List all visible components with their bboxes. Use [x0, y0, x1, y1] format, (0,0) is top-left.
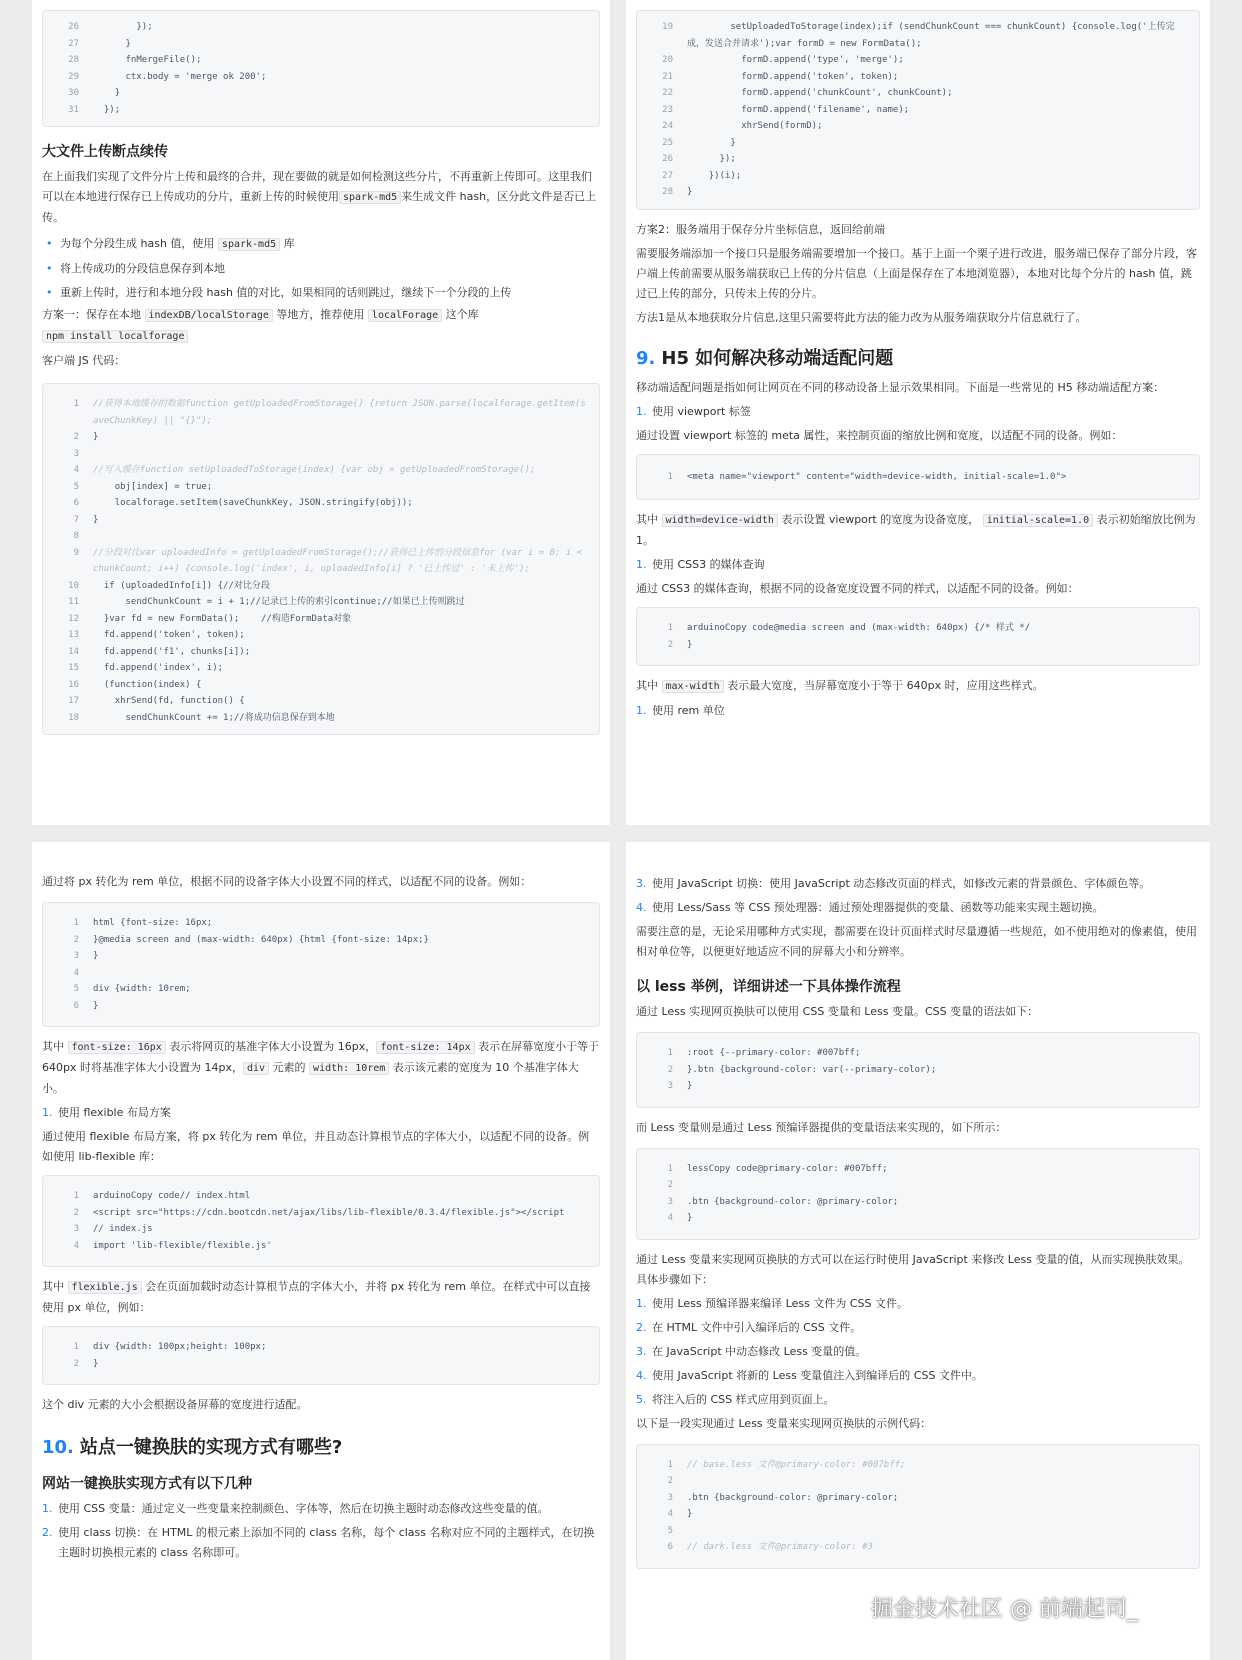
code-line: [647, 69, 1189, 86]
code-text: sendChunkCount = i + 1;//记录已上传的索引continue;//如果已上传则跳过: [93, 597, 465, 607]
code-line: [53, 627, 589, 644]
line-number: 3: [667, 1081, 673, 1091]
code-line: [647, 52, 1189, 69]
line-number: 1: [667, 1459, 673, 1470]
bullet-icon: •: [46, 286, 53, 299]
code-line: [53, 644, 589, 661]
code-line: [53, 52, 589, 69]
line-number: 2: [73, 934, 79, 945]
line-number: 1: [73, 1191, 79, 1201]
code-line: [53, 1356, 589, 1373]
line-number: 4: [73, 465, 79, 475]
list-item: 1. 使用 viewport 标签: [636, 404, 751, 418]
code-text: html {font-size: 16px;: [93, 918, 213, 928]
code-text: ctx.body = 'merge ok 200';: [93, 71, 267, 82]
line-number: 14: [68, 646, 79, 657]
code-text: }: [687, 1509, 693, 1519]
code-line: [53, 660, 589, 677]
code-block-div-size: [42, 1326, 600, 1385]
code-line: [53, 512, 589, 529]
line-number: 1: [667, 471, 673, 482]
code-line: [53, 710, 589, 727]
paragraph-mobile-intro: 移动端适配问题是指如何让网页在不同的移动设备上显示效果相同。下面是一些常见的 H5 移动端适配方案：: [636, 380, 1165, 394]
watermark: 掘金技术社区 @ 前端起司_: [871, 1597, 1138, 1622]
code-line: [647, 637, 1189, 654]
paragraph-div-note: 这个 div 元素的大小会根据设备屏幕的宽度进行适配。: [42, 1398, 308, 1411]
line-number: 2: [667, 1476, 673, 1486]
code-text: formD.append('filename', name);: [687, 104, 910, 115]
paragraph-font-size-explain: 其中 font-size: 16px 表示将网页的基准字体大小设置为 16px， font-size: 14px 表示在屏幕宽度小于等于 640px 时将基准字体大小设置为 14px， div 元素的 width: 10rem 表示该元素的宽度为 10 个基准字体大小。: [42, 1040, 600, 1095]
paragraph-viewport-explain: 其中 width=device-width 表示设置 viewport 的宽度为设备宽度， initial-scale=1.0 表示初始缩放比例为 1。: [636, 513, 1196, 547]
code-text: }: [93, 38, 131, 49]
bullet-icon: •: [46, 262, 53, 275]
line-number: 1: [667, 623, 673, 633]
list-item: • 为每个分段生成 hash 值，使用 spark-md5 库: [42, 232, 600, 257]
paragraph-media-desc: 通过 CSS3 的媒体查询，根据不同的设备宽度设置不同的样式，以适配不同的设备。例如：: [636, 582, 1079, 595]
line-number: 4: [73, 967, 79, 978]
code-line: [53, 396, 589, 429]
code-line: [53, 1339, 589, 1356]
code-line: [647, 1506, 1189, 1523]
code-block-flexible: [42, 1175, 600, 1267]
code-line: [647, 151, 1189, 168]
line-number: 12: [68, 613, 79, 624]
code-line: [53, 446, 589, 463]
line-number: 24: [662, 121, 673, 131]
code-text: div {width: 10rem;: [93, 984, 191, 994]
code-line: [647, 168, 1189, 185]
line-number: 25: [662, 137, 673, 148]
bullet-icon: •: [46, 237, 53, 250]
line-number: 23: [662, 104, 673, 115]
code-line: [647, 1457, 1189, 1474]
client-code-label: 客户端 JS 代码：: [42, 354, 126, 367]
code-line: [647, 102, 1189, 119]
code-line: [647, 1045, 1189, 1062]
code-text: .btn {background-color: @primary-color;: [687, 1492, 899, 1503]
code-text: obj[index] = true;: [93, 481, 213, 492]
list-item: 1. 使用 rem 单位: [636, 704, 725, 717]
code-line: [53, 102, 589, 119]
line-number: 27: [68, 38, 79, 49]
page-top-right: [626, 0, 1210, 825]
line-number: 1: [667, 1163, 673, 1174]
paragraph-viewport-desc: 通过设置 viewport 标签的 meta 属性，来控制页面的缩放比例和宽度，以适配不同的设备。例如：: [636, 428, 1123, 442]
code-block-client-js: [42, 383, 600, 735]
code-text: }: [687, 187, 693, 197]
line-number: 11: [68, 597, 79, 607]
paragraph-plan-two-desc: 需要服务端添加一个接口只是服务端需要增加一个接口。基于上面一个栗子进行改进，服务端已保存了部分片段，客户端上传前需要从服务端获取已上传的分片信息（上面是保存在了本地浏览器），本地对比每个分片的 hash 值，跳过已上传的部分，只传未上传的分片。: [636, 246, 1197, 300]
code-text: formD.append('token', token);: [687, 71, 899, 82]
paragraph-plan-two-note: 方法1是从本地获取分片信息,这里只需要将此方法的能力改为从服务端获取分片信息就行了。: [636, 310, 1087, 324]
line-number: 20: [662, 55, 673, 65]
code-line: [647, 469, 1189, 486]
code-line: [53, 998, 589, 1015]
list-item: 1. 使用 Less 预编译器来编译 Less 文件为 CSS 文件。: [636, 1296, 908, 1310]
line-number: 26: [662, 154, 673, 164]
code-line: [647, 118, 1189, 135]
code-line: [53, 948, 589, 965]
line-number: 2: [73, 1358, 79, 1369]
code-block-merge-request: [636, 10, 1200, 210]
line-number: 6: [73, 498, 79, 508]
code-line: [647, 1177, 1189, 1194]
code-block-less-variable: [636, 1148, 1200, 1240]
line-number: 6: [667, 1542, 673, 1552]
list-item: 2. 使用 class 切换：在 HTML 的根元素上添加不同的 class 名称，每个 class 名称对应不同的主题样式，在切换主题时切换根元素的 class 名称即可。: [42, 1526, 595, 1559]
line-number: 15: [68, 663, 79, 673]
code-text: // dark.less 文件@primary-color: #3: [687, 1542, 873, 1552]
line-number: 18: [68, 712, 79, 723]
paragraph-max-width-explain: 其中 max-width 表示最大宽度，当屏幕宽度小于等于 640px 时，应用这些样式。: [636, 679, 1044, 692]
line-number: 31: [68, 104, 79, 115]
paragraph-less-intro: 通过 Less 实现网页换肤可以使用 CSS 变量和 Less 变量。CSS 变量的语法如下：: [636, 1005, 1039, 1018]
code-text: import 'lib-flexible/flexible.js': [93, 1240, 272, 1251]
line-number: 3: [667, 1196, 673, 1207]
code-text: }: [93, 432, 99, 442]
code-line: [647, 1210, 1189, 1227]
subheading-theme-methods: 网站一键换肤实现方式有以下几种: [42, 1476, 252, 1492]
section-heading-resume-upload: 大文件上传断点续传: [42, 144, 168, 160]
paragraph-flexible-desc: 通过使用 flexible 布局方案，将 px 转化为 rem 单位，并且动态计算根节点的字体大小，以适配不同的设备。例如使用 lib-flexible 库：: [42, 1130, 590, 1163]
line-number: 28: [68, 55, 79, 65]
line-number: 21: [662, 71, 673, 82]
code-block-merge-end: [42, 10, 600, 127]
line-number: 27: [662, 170, 673, 181]
line-number: 16: [68, 679, 79, 690]
line-number: 28: [662, 187, 673, 197]
code-line: [53, 528, 589, 545]
line-number: 3: [667, 1492, 673, 1503]
code-text: }: [93, 514, 99, 525]
code-line: [53, 19, 589, 36]
line-number: 4: [667, 1509, 673, 1519]
code-line: [647, 1194, 1189, 1211]
code-text: }: [687, 639, 693, 650]
line-number: 2: [667, 1180, 673, 1190]
code-line: [53, 594, 589, 611]
line-number: 3: [73, 1224, 79, 1234]
code-text: }: [93, 1000, 99, 1011]
section-heading-mobile-adapt: 9. H5 如何解决移动端适配问题: [636, 347, 894, 369]
code-text: fd.append('f1', chunks[i]);: [93, 646, 251, 657]
code-line: [53, 915, 589, 932]
list-item: • 重新上传时，进行和本地分段 hash 值的对比，如果相同的话则跳过，继续下一个分段的上传: [42, 281, 600, 305]
line-number: 22: [662, 88, 673, 98]
paragraph-rem-desc: 通过将 px 转化为 rem 单位，根据不同的设备字体大小设置不同的样式，以适配不同的设备。例如：: [42, 875, 532, 888]
code-line: [647, 1161, 1189, 1178]
code-text: fd.append('token', token);: [93, 630, 245, 640]
code-text: })(i);: [687, 170, 742, 181]
code-text: // base.less 文件@primary-color: #007bff;: [687, 1459, 906, 1470]
paragraph-less-var-desc: 而 Less 变量则是通过 Less 预编译器提供的变量语法来实现的，如下所示：: [636, 1120, 1007, 1134]
code-block-rem: [42, 902, 600, 1027]
code-line: [53, 1238, 589, 1255]
code-text: if (uploadedInfo[i]) {//对比分段: [93, 580, 270, 591]
code-text: });: [93, 104, 121, 115]
code-text: });: [93, 22, 153, 32]
code-text: }: [93, 951, 99, 961]
code-line: [53, 495, 589, 512]
code-text: div {width: 100px;height: 100px;: [93, 1342, 267, 1352]
list-item: 3. 在 JavaScript 中动态修改 Less 变量的值。: [636, 1344, 867, 1358]
code-text: arduinoCopy code// index.html: [93, 1191, 251, 1201]
paragraph-plan-one: 方案一：保存在本地 indexDB/localStorage 等地方，推荐使用 localForage 这个库 npm install localforage: [42, 308, 479, 342]
code-text: });: [687, 154, 736, 164]
code-text: }var fd = new FormData(); //构造FormData对象: [93, 613, 352, 624]
code-text: //分段对比var uploadedInfo = getUploadedFromStorage();//获得已上传的分段信息for (var i = 0; i < chunkCount; i++) {console.log('index', i, uploadedInfo[i] ? '已上传过' : '未上传');: [93, 547, 588, 574]
code-text: //获得本地缓存的数据function getUploadedFromStorage() {return JSON.parse(localforage.getItem(saveChunkKey) || "{}");: [93, 399, 586, 426]
code-text: formD.append('type', 'merge');: [687, 55, 904, 65]
list-item: 3. 使用 JavaScript 切换：使用 JavaScript 动态修改页面的样式，如修改元素的背景颜色、字体颜色等。: [636, 877, 1151, 890]
line-number: 2: [73, 432, 79, 442]
line-number: 26: [68, 22, 79, 32]
section-heading-less-example: 以 less 举例，详细讲述一下具体操作流程: [636, 979, 901, 995]
code-block-media-query: [636, 607, 1200, 666]
code-line: [53, 479, 589, 496]
line-number: 17: [68, 696, 79, 706]
code-text: <meta name="viewport" content="width=device-width, initial-scale=1.0">: [687, 471, 1067, 482]
section-heading-theme-switch: 10. 站点一键换肤的实现方式有哪些?: [42, 1437, 343, 1458]
list-item: 2. 在 HTML 文件中引入编译后的 CSS 文件。: [636, 1320, 862, 1334]
line-number: 3: [73, 951, 79, 961]
code-line: [647, 1473, 1189, 1490]
line-number: 9: [73, 547, 79, 558]
line-number: 2: [73, 1207, 79, 1218]
line-number: 29: [68, 71, 79, 82]
code-line: [53, 85, 589, 102]
code-line: [53, 677, 589, 694]
code-text: setUploadedToStorage(index);if (sendChunkCount === chunkCount) {console.log('上传完成，发送合并请求');var formD = new FormData();: [687, 22, 1175, 49]
code-block-css-variable: [636, 1032, 1200, 1108]
code-line: [53, 693, 589, 710]
paragraph-plan-two: 方案2：服务端用于保存分片坐标信息，返回给前端: [636, 222, 885, 236]
line-number: 8: [73, 531, 79, 541]
list-item: 1. 使用 CSS 变量：通过定义一些变量来控制颜色、字体等，然后在切换主题时动态修改这些变量的值。: [42, 1502, 549, 1515]
page-bottom-right: [626, 842, 1210, 1660]
code-line: [53, 36, 589, 53]
code-text: (function(index) {: [93, 679, 202, 690]
code-line: [647, 1078, 1189, 1095]
line-number: 1: [73, 918, 79, 928]
code-line: [53, 1188, 589, 1205]
code-line: [53, 462, 589, 479]
code-line: [647, 19, 1189, 52]
code-line: [53, 1221, 589, 1238]
line-number: 30: [68, 88, 79, 98]
code-line: [53, 545, 589, 578]
code-text: }@media screen and (max-width: 640px) {html {font-size: 14px;}: [93, 934, 429, 945]
list-item: 1. 使用 flexible 布局方案: [42, 1106, 171, 1119]
list-item: 1. 使用 CSS3 的媒体查询: [636, 558, 765, 571]
page-bottom-left: [32, 842, 610, 1660]
code-line: [647, 135, 1189, 152]
line-number: 4: [73, 1240, 79, 1251]
code-text: .btn {background-color: @primary-color;: [687, 1196, 899, 1207]
list-item: • 将上传成功的分段信息保存到本地: [42, 257, 600, 281]
code-text: xhrSend(formD);: [687, 121, 823, 131]
code-line: [53, 932, 589, 949]
code-line: [647, 1539, 1189, 1556]
line-number: 5: [73, 481, 79, 492]
line-number: 5: [73, 984, 79, 994]
code-text: //写入缓存function setUploadedToStorage(index) {var obj = getUploadedFromStorage();: [93, 465, 536, 475]
code-text: // index.js: [93, 1224, 153, 1234]
page-top-left: [32, 0, 610, 825]
line-number: 1: [73, 1342, 79, 1352]
line-number: 3: [73, 448, 79, 459]
code-block-viewport: [636, 454, 1200, 501]
list-item: 4. 使用 Less/Sass 等 CSS 预处理器：通过预处理器提供的变量、函数等功能来实现主题切换。: [636, 901, 1104, 914]
code-text: fd.append('index', i);: [93, 663, 224, 673]
code-text: :root {--primary-color: #007bff;: [687, 1048, 861, 1058]
code-text: xhrSend(fd, function() {: [93, 696, 245, 706]
line-number: 2: [667, 1064, 673, 1075]
code-text: <script src="https://cdn.bootcdn.net/ajax/libs/lib-flexible/0.3.4/flexible.js"></script: [93, 1207, 565, 1218]
code-line: [647, 184, 1189, 201]
code-text: }.btn {background-color: var(--primary-color);: [687, 1064, 937, 1075]
code-text: arduinoCopy code@media screen and (max-width: 640px) {/* 样式 */: [687, 623, 1031, 633]
code-line: [53, 981, 589, 998]
code-line: [53, 611, 589, 628]
code-text: sendChunkCount += 1;//将成功信息保存到本地: [93, 712, 335, 723]
code-line: [647, 1523, 1189, 1540]
line-number: 10: [68, 580, 79, 591]
code-text: fnMergeFile();: [93, 55, 202, 65]
code-line: [53, 429, 589, 446]
code-line: [53, 1205, 589, 1222]
code-text: formD.append('chunkCount', chunkCount);: [687, 88, 953, 98]
line-number: 4: [667, 1213, 673, 1223]
code-text: }: [93, 88, 121, 98]
code-line: [647, 620, 1189, 637]
code-line: [647, 1490, 1189, 1507]
paragraph-flexible-explain: 其中 flexible.js 会在页面加载时动态计算根节点的字体大小，并将 px 转化为 rem 单位。在样式中可以直接使用 px 单位，例如：: [42, 1280, 591, 1314]
code-line: [647, 1062, 1189, 1079]
code-text: }: [687, 137, 736, 148]
code-line: [53, 965, 589, 982]
code-block-theme-example: [636, 1444, 1200, 1569]
code-line: [53, 578, 589, 595]
code-line: [647, 85, 1189, 102]
paragraph-example-intro: 以下是一段实现通过 Less 变量来实现网页换肤的示例代码：: [636, 1416, 932, 1430]
line-number: 6: [73, 1000, 79, 1011]
list-item: 4. 使用 JavaScript 将新的 Less 变量值注入到编译后的 CSS 文件中。: [636, 1368, 983, 1382]
code-text: }: [687, 1213, 693, 1223]
code-text: }: [93, 1358, 99, 1369]
code-line: [53, 69, 589, 86]
list-item: 5. 将注入后的 CSS 样式应用到页面上。: [636, 1392, 835, 1406]
line-number: 1: [73, 399, 79, 409]
code-text: }: [687, 1081, 693, 1091]
code-text: lessCopy code@primary-color: #007bff;: [687, 1163, 888, 1174]
line-number: 7: [73, 514, 79, 525]
line-number: 13: [68, 630, 79, 640]
steps-list: [636, 1294, 1200, 1410]
line-number: 19: [662, 22, 673, 32]
paragraph-resume-intro: 在上面我们实现了文件分片上传和最终的合并，现在要做的就是如何检测这些分片，不再重新上传即可。这里我们可以在本地进行保存已上传成功的分片，重新上传的时候使用 spark-md5 来生成文件 hash，区分此文件是否已上传。: [42, 170, 597, 224]
paragraph-theme-note: 需要注意的是，无论采用哪种方式实现，都需要在设计页面样式时尽量遵循一些规范，如不使用绝对的像素值，使用相对单位等，以便更好地适应不同的屏幕大小和分辨率。: [636, 925, 1197, 958]
paragraph-less-runtime: 通过 Less 变量来实现网页换肤的方式可以在运行时使用 JavaScript 来修改 Less 变量的值，从而实现换肤效果。具体步骤如下：: [636, 1252, 1190, 1286]
code-text: localforage.setItem(saveChunkKey, JSON.stringify(obj));: [93, 498, 413, 508]
line-number: 5: [667, 1525, 673, 1536]
line-number: 2: [667, 639, 673, 650]
line-number: 1: [667, 1048, 673, 1058]
